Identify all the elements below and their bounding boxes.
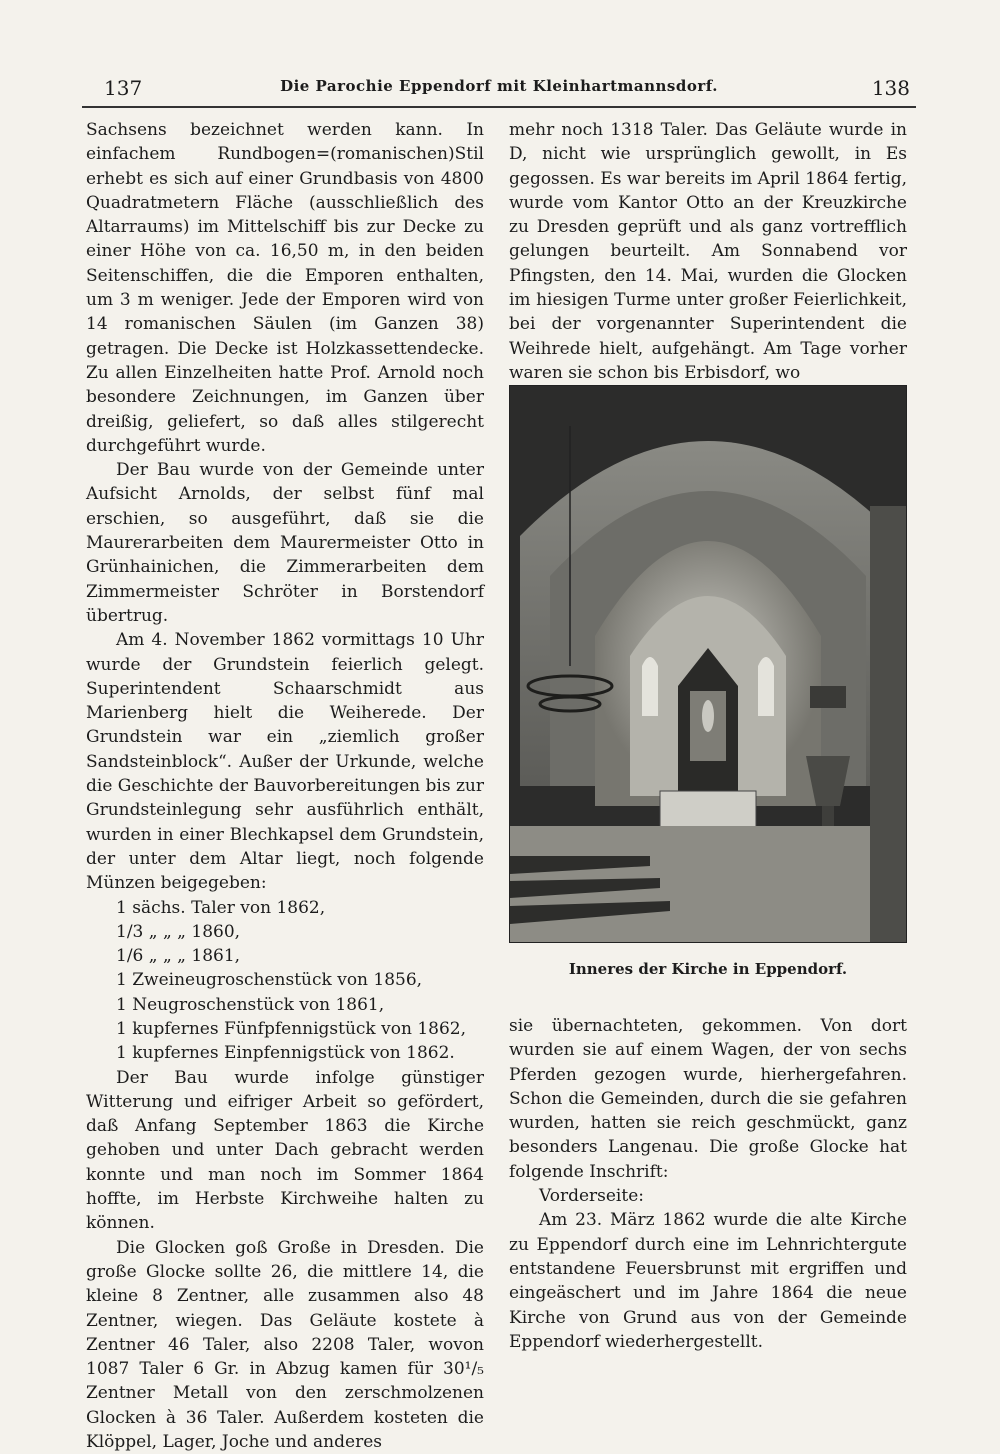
paragraph: mehr noch 1318 Taler. Das Geläute wurde in D, nicht wie ursprünglich gewollt, in Es gegossen. Es war bereits im April 1864 fertig, wurde vom Kantor Otto an der Kreuzkirche zu Dresden geprüft und als ganz vortrefflich gelungen beurteilt. Am Sonnabend vor Pfingsten, den 14. Mai, wurden die Glocken im hiesigen Turme unter großer Feierlichkeit, bei der vorgenannter Superintendent die Weihrede hielt, aufgehängt. Am Tage vorher waren sie schon bis Erbisdorf, wo bbox=[509, 120, 907, 383]
coin-list-item: 1 sächs. Taler von 1862, bbox=[116, 897, 326, 918]
paragraph: sie übernachteten, gekommen. Von dort wurden sie auf einem Wagen, der von sechs Pferden gezogen wurde, hierhergefahren. Schon die Gemeinden, durch die sie gefahren wurden, hatten sie reich geschmückt, ganz besonders Langenau. Die große Glocke hat folgende Inschrift: bbox=[509, 1016, 907, 1182]
paragraph: Sachsens bezeichnet werden kann. In einfachem Rundbogen=(romanischen)Stil erhebt es sich auf einer Grundbasis von 4800 Quadratmetern Fläche (ausschließlich des Altarraums) im Mittelschiff bis zur Decke zu einer Höhe von ca. 16,50 m, in den beiden Seitenschiffen, die die Emporen enthalten, um 3 m weniger. Jede der Emporen wird von 14 romanischen Säulen (im Ganzen 38) getragen. Die Decke ist Holzkassettendecke. Zu allen Einzelheiten hatte Prof. Arnold noch besondere Zeichnungen, im Ganzen über dreißig, geliefert, so daß alles stilgerecht durchgeführt wurde. bbox=[86, 120, 484, 456]
header-rule bbox=[82, 106, 916, 108]
coin-list-item: 1/3 „ „ „ 1860, bbox=[116, 921, 241, 942]
paragraph: Am 4. November 1862 vormittags 10 Uhr wurde der Grundstein feierlich gelegt. Superintendent Schaarschmidt aus Marienberg hielt die Weiherede. Der Grundstein war ein „ziemlich großer Sandsteinblock“. Außer der Urkunde, welche die Geschichte der Bauvorbereitungen bis zur Grundsteinlegung sehr ausführlich enthält, wurden in einer Blechkapsel dem Grundstein, der unter dem Altar liegt, noch folgende Münzen beigegeben: bbox=[86, 630, 484, 894]
right-column-bottom bbox=[509, 1014, 907, 1354]
page-number-right: 138 bbox=[871, 76, 910, 100]
coin-list-item: 1 kupfernes Einpfennigstück von 1862. bbox=[116, 1043, 455, 1064]
coin-list-item: 1 Zweineugroschenstück von 1856, bbox=[116, 970, 423, 991]
running-title: Die Parochie Eppendorf mit Kleinhartmannsdorf. bbox=[280, 77, 718, 95]
paragraph: Die Glocken goß Große in Dresden. Die große Glocke sollte 26, die mittlere 14, die kleine 8 Zentner, alle zusammen also 48 Zentner, wiegen. Das Geläute kostete à Zentner 46 Taler, also 2208 Taler, wovon 1087 Taler 6 Gr. in Abzug kamen für 30¹/₅ Zentner Metall von den zerschmolzenen Glocken à 36 Taler. Außerdem kosteten die Klöppel, Lager, Joche und anderes bbox=[86, 1237, 484, 1453]
paragraph: Am 23. März 1862 wurde die alte Kirche zu Eppendorf durch eine im Lehnrichtergute entstandene Feuersbrunst mit ergriffen und eingeäschert und im Jahre 1864 die neue Kirche von Grund aus von der Gemeinde Eppendorf wiederhergestellt. bbox=[509, 1210, 907, 1352]
coin-list bbox=[86, 896, 484, 1066]
church-interior-photo bbox=[509, 385, 907, 943]
paragraph: Vorderseite: bbox=[539, 1186, 644, 1207]
coin-list-item: 1/6 „ „ „ 1861, bbox=[116, 946, 241, 967]
paragraph: Der Bau wurde von der Gemeinde unter Aufsicht Arnolds, der selbst fünf mal erschien, so ausgeführt, daß sie die Maurerarbeiten dem Maurermeister Otto in Grünhainichen, die Zimmerarbeiten dem Zimmermeister Schröter in Borstendorf übertrug. bbox=[86, 460, 484, 626]
coin-list-item: 1 Neugroschenstück von 1861, bbox=[116, 994, 385, 1015]
page-header bbox=[82, 72, 916, 106]
left-column bbox=[86, 118, 484, 1454]
page-number-left: 137 bbox=[104, 76, 143, 100]
figure-caption: Inneres der Kirche in Eppendorf. bbox=[568, 960, 848, 978]
coin-list-item: 1 kupfernes Fünfpfennigstück von 1862, bbox=[116, 1018, 466, 1039]
paragraph: Der Bau wurde infolge günstiger Witterung und eifriger Arbeit so gefördert, daß Anfang September 1863 die Kirche gehoben und unter Dach gebracht werden konnte und man noch im Sommer 1864 hoffte, im Herbste Kirchweihe halten zu können. bbox=[86, 1067, 484, 1234]
right-column-top bbox=[509, 118, 907, 385]
